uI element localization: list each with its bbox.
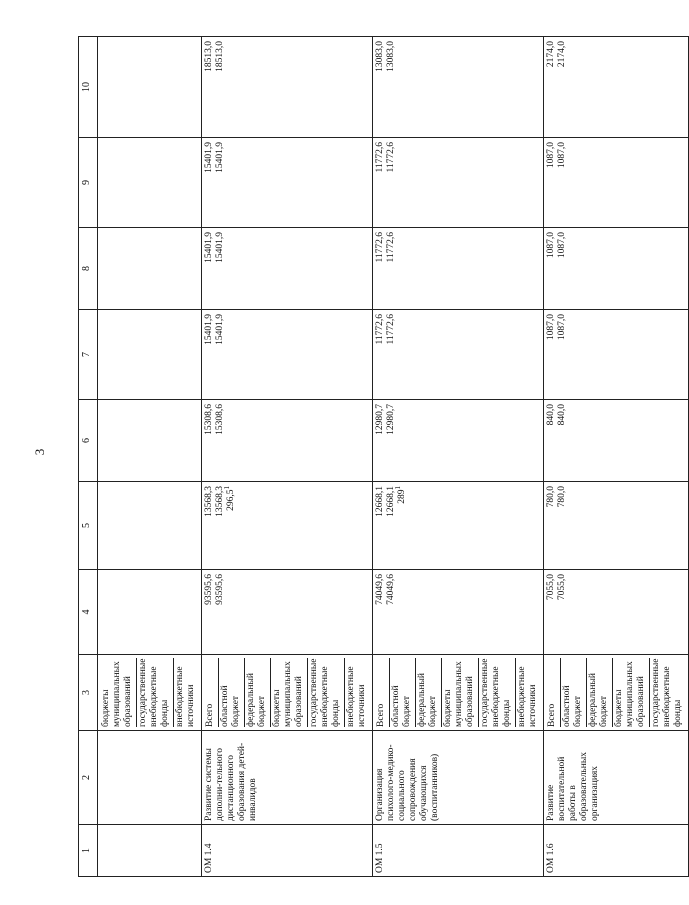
row-title: Развитие системы дополни-тельного дистанционного образования детей-инвалидов	[202, 731, 373, 825]
header-cell: 3	[79, 655, 98, 731]
source-label: Всего	[547, 703, 557, 727]
value-cell: 74049,6 74049,6	[373, 570, 544, 655]
header-cell: 7	[79, 310, 98, 400]
row-title: Организация психолого-медико-социального сопровождения обучающихся (воспитанников)	[373, 731, 544, 825]
value-cell: 2174,0 2174,0	[544, 37, 689, 138]
value-cell: 15401,9 15401,9	[202, 228, 373, 310]
sources-cell	[98, 655, 202, 731]
value-cell: 15308,6 15308,6	[202, 400, 373, 482]
value-cell: 93595,6 93595,6	[202, 570, 373, 655]
header-cell: 1	[79, 825, 98, 877]
sources-cell	[373, 655, 544, 731]
source-label: государственные внебюджетные фонды	[649, 658, 686, 727]
table-row	[544, 37, 689, 877]
header-cell: 2	[79, 731, 98, 825]
table-row-continuation	[98, 37, 202, 877]
source-label: внебюджетные источники	[344, 658, 370, 727]
header-row	[79, 37, 98, 877]
table-row	[373, 37, 544, 877]
source-label: Всего	[376, 703, 386, 727]
source-label: Всего	[205, 703, 215, 727]
header-cell: 10	[79, 37, 98, 138]
source-label: бюджеты муниципальных образований	[612, 658, 649, 727]
rotated-table-wrapper	[78, 37, 683, 877]
source-label: бюджеты муниципальных образований	[270, 658, 307, 727]
value-cell: 11772,6 11772,6	[373, 310, 544, 400]
header-cell: 5	[79, 482, 98, 570]
header-cell: 6	[79, 400, 98, 482]
footnote-mark: 1	[393, 486, 402, 490]
value-cell: 12980,7 12980,7	[373, 400, 544, 482]
value-cell: 13568,3 13568,3 296,5$^1$	[202, 482, 373, 570]
source-label: бюджеты муниципальных образований	[441, 658, 478, 727]
row-title: Развитие воспитательной работы в образовательных организациях	[544, 731, 689, 825]
source-label: внебюджетные источники	[515, 658, 541, 727]
source-label: государственные внебюджетные фонды	[136, 658, 173, 727]
source-label: внебюджетные источники	[173, 658, 199, 727]
source-label: областной бюджет	[389, 658, 415, 727]
value-cell: 18513,0 18513,0	[202, 37, 373, 138]
page-number: 3	[32, 448, 47, 456]
header-cell: 4	[79, 570, 98, 655]
budget-table	[78, 36, 689, 877]
value-cell: 11772,6 11772,6	[373, 228, 544, 310]
value-cell: 1087,0 1087,0	[544, 138, 689, 228]
source-label: бюджеты муниципальных образований	[101, 661, 133, 727]
value-cell: 11772,6 11772,6	[373, 138, 544, 228]
source-label: федеральный бюджет	[244, 658, 270, 727]
value-cell: 15401,9 15401,9	[202, 310, 373, 400]
value-cell: 7055,0 7055,0	[544, 570, 689, 655]
footnote-mark: 1	[222, 486, 231, 490]
sources-cell	[544, 655, 689, 731]
source-label: областной бюджет	[560, 658, 586, 727]
value-cell: 1087,0 1087,0	[544, 228, 689, 310]
source-label: государственные внебюджетные фонды	[478, 658, 515, 727]
value-cell: 12668,1 12668,1 $289^1$	[373, 482, 544, 570]
source-label: областной бюджет	[218, 658, 244, 727]
row-code: ОМ 1.5	[373, 825, 544, 877]
value-cell: 1087,0 1087,0	[544, 310, 689, 400]
source-label: государственные внебюджетные фонды	[307, 658, 344, 727]
row-code: ОМ 1.6	[544, 825, 689, 877]
sources-cell	[202, 655, 373, 731]
row-code: ОМ 1.4	[202, 825, 373, 877]
source-label: федеральный бюджет	[586, 658, 612, 727]
table-row	[202, 37, 373, 877]
header-cell: 8	[79, 228, 98, 310]
source-label: федеральный бюджет	[415, 658, 441, 727]
value-cell: 840,0 840,0	[544, 400, 689, 482]
value-cell: 13083,0 13083,0	[373, 37, 544, 138]
value-cell: 780,0 780,0	[544, 482, 689, 570]
header-cell: 9	[79, 138, 98, 228]
value-cell: 15401,9 15401,9	[202, 138, 373, 228]
